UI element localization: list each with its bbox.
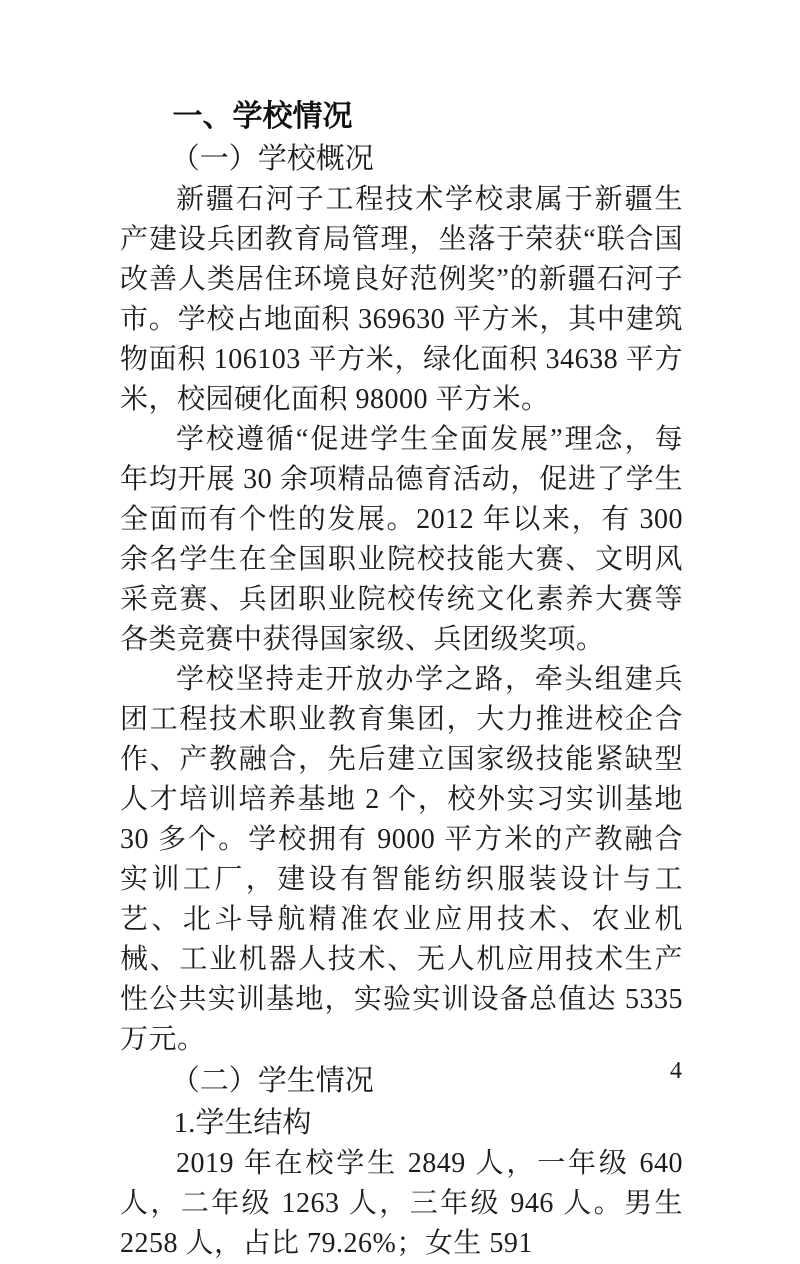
paragraph-moral-education: 学校遵循“促进学生全面发展”理念，每年均开展 30 余项精品德育活动，促进了学生全面而有个性的发展。2012 年以来，有 300 余名学生在全国职业院校技能大赛、文明风采竞赛、兵团职业院校传统文化素养大赛等各类竞赛中获得国家级、兵团级奖项。: [120, 424, 683, 655]
section-heading: 一、学校情况: [172, 100, 353, 133]
paragraph-open-schooling: 学校坚持走开放办学之路，牵头组建兵团工程技术职业教育集团，大力推进校企合作、产教融合，先后建立国家级技能紧缺型人才培训培养基地 2 个，校外实习实训基地 30 多个。学校拥有 9000 平方米的产教融合实训工厂，建设有智能纺织服装设计与工艺、北斗导航精准农业应用技术、农业机械、工业机器人技术、无人机应用技术生产性公共实训基地，实验实训设备总值达 5335 万元。: [120, 664, 683, 1055]
paragraph-school-intro: 新疆石河子工程技术学校隶属于新疆生产建设兵团教育局管理，坐落于荣获“联合国改善人类居住环境良好范例奖”的新疆石河子市。学校占地面积 369630 平方米，其中建筑物面积 106103 平方米，绿化面积 34638 平方米，校园硬化面积 98000 平方米。: [120, 184, 683, 415]
subsubsection-heading-student-structure: 1.学生结构: [173, 1107, 312, 1139]
subsection-heading-school-overview: （一）学校概况: [170, 143, 374, 175]
page-number: 4: [670, 1058, 682, 1084]
subsection-heading-students: （二）学生情况: [170, 1065, 374, 1097]
paragraph-student-stats: 2019 年在校学生 2849 人，一年级 640 人，二年级 1263 人，三年级 946 人。男生 2258 人，占比 79.26%；女生 591: [120, 1148, 683, 1259]
